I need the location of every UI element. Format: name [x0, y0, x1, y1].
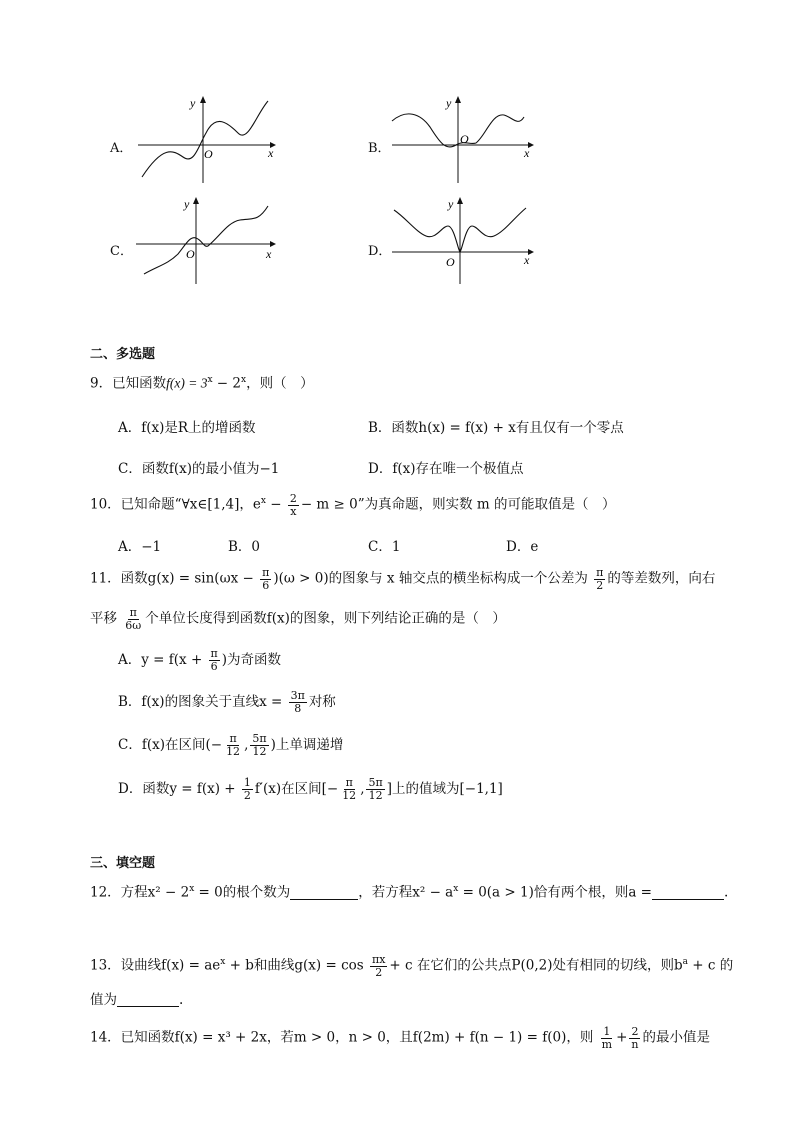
- graph-b-x-label: x: [524, 146, 530, 160]
- question-9-option-b[interactable]: B．函数h(x) = f(x) + x有且仅有一个零点: [368, 420, 624, 436]
- graph-a: [128, 95, 278, 187]
- graph-c-origin: O: [186, 247, 195, 261]
- question-11-option-d[interactable]: D．函数y = f(x) + $\frac{1}{2}$ f′(x)在区间[− $\frac{\pi}{12}$ , $\frac{5\pi}{12}$ ]上的值域为[−1,1]: [118, 776, 503, 802]
- question-9-option-a[interactable]: A．f(x)是R上的增函数: [118, 420, 256, 436]
- question-11-option-a[interactable]: A．y = f(x + $\frac{\pi}{6}$ )为奇函数: [118, 647, 282, 673]
- question-9-option-d[interactable]: D．f(x)存在唯一个极值点: [368, 461, 524, 477]
- question-10-option-b[interactable]: B．0: [228, 539, 261, 555]
- graph-d-label: D．: [368, 244, 392, 259]
- graph-d-x-label: x: [524, 253, 530, 267]
- graph-b-origin: O: [460, 132, 469, 146]
- question-13-line2: 值为 .: [90, 992, 184, 1008]
- question-10-option-d[interactable]: D．e: [506, 539, 539, 555]
- question-11-option-c[interactable]: C．f(x)在区间(− $\frac{\pi}{12}$ , $\frac{5\pi}{12}$ )上单调递增: [118, 732, 344, 758]
- question-10-option-c[interactable]: C．1: [368, 539, 401, 555]
- graph-a-y-label: y: [190, 96, 196, 110]
- graph-c: [128, 196, 278, 288]
- question-11-stem-line2: 平移 $\frac{\pi}{6\omega}$ 个单位长度得到函数f(x)的图象，则下列结论正确的是（ ）: [90, 606, 506, 632]
- question-10-fraction: $\frac{2}{x}$: [289, 492, 297, 518]
- section-multiple-choice-title: 二、多选题: [90, 347, 156, 362]
- graph-c-y-label: y: [184, 197, 190, 211]
- graph-a-label: A．: [110, 141, 133, 156]
- graph-b: [386, 95, 536, 187]
- graph-d-y-label: y: [448, 197, 454, 211]
- graph-d: [386, 196, 536, 288]
- question-10-option-a[interactable]: A．−1: [118, 539, 162, 555]
- graph-a-origin: O: [204, 147, 213, 161]
- section-fill-in-title: 三、填空题: [90, 856, 156, 871]
- question-13-blank[interactable]: [117, 992, 179, 1007]
- graph-a-x-label: x: [268, 146, 274, 160]
- question-11-stem-line1: 11．函数g(x) = sin(ωx − $\frac{\pi}{6}$ )(ω > 0)的图象与 x 轴交点的横坐标构成一个公差为 $\frac{\pi}{2}$ 的等差数列，向右: [90, 566, 716, 592]
- question-11-option-b[interactable]: B．f(x)的图象关于直线x = $\frac{3\pi}{8}$ 对称: [118, 689, 336, 715]
- question-12: 12．方程$x^2 - 2^x = 0$的根个数为 ，若方程$x^2 - a^x = 0(a > 1)$恰有两个根，则a = .: [90, 884, 729, 901]
- graph-c-x-label: x: [266, 247, 272, 261]
- question-9-stem: 9．已知函数$f(x) = 3^x - 2^x$，则（ ）: [90, 375, 314, 392]
- graph-c-label: C．: [110, 244, 133, 259]
- graph-b-label: B．: [368, 141, 391, 156]
- graph-d-origin: O: [446, 255, 455, 269]
- question-9-option-c[interactable]: C．函数f(x)的最小值为−1: [118, 461, 280, 477]
- question-13-line1: 13．设曲线$f(x) = ae^x + b$和曲线g(x) = cos $\frac{\pi x}{2}$ + c 在它们的公共点P(0,2)处有相同的切线，则$b^a + c$ 的: [90, 953, 734, 979]
- question-12-blank-1[interactable]: [290, 885, 358, 900]
- graph-b-y-label: y: [446, 96, 452, 110]
- question-10-stem: 10．已知命题“∀x∈[1,4]，$e^x$ − $\frac{2}{x}$ − m ≥ 0”为真命题，则实数 m 的可能取值是（ ）: [90, 492, 616, 518]
- question-14: 14．已知函数f(x) = x³ + 2x，若m > 0，n > 0，且f(2m) + f(n − 1) = f(0)，则 $\frac{1}{m}$ + $\frac{2}{n}$ 的最小值是: [90, 1025, 710, 1051]
- question-12-blank-2[interactable]: [652, 885, 724, 900]
